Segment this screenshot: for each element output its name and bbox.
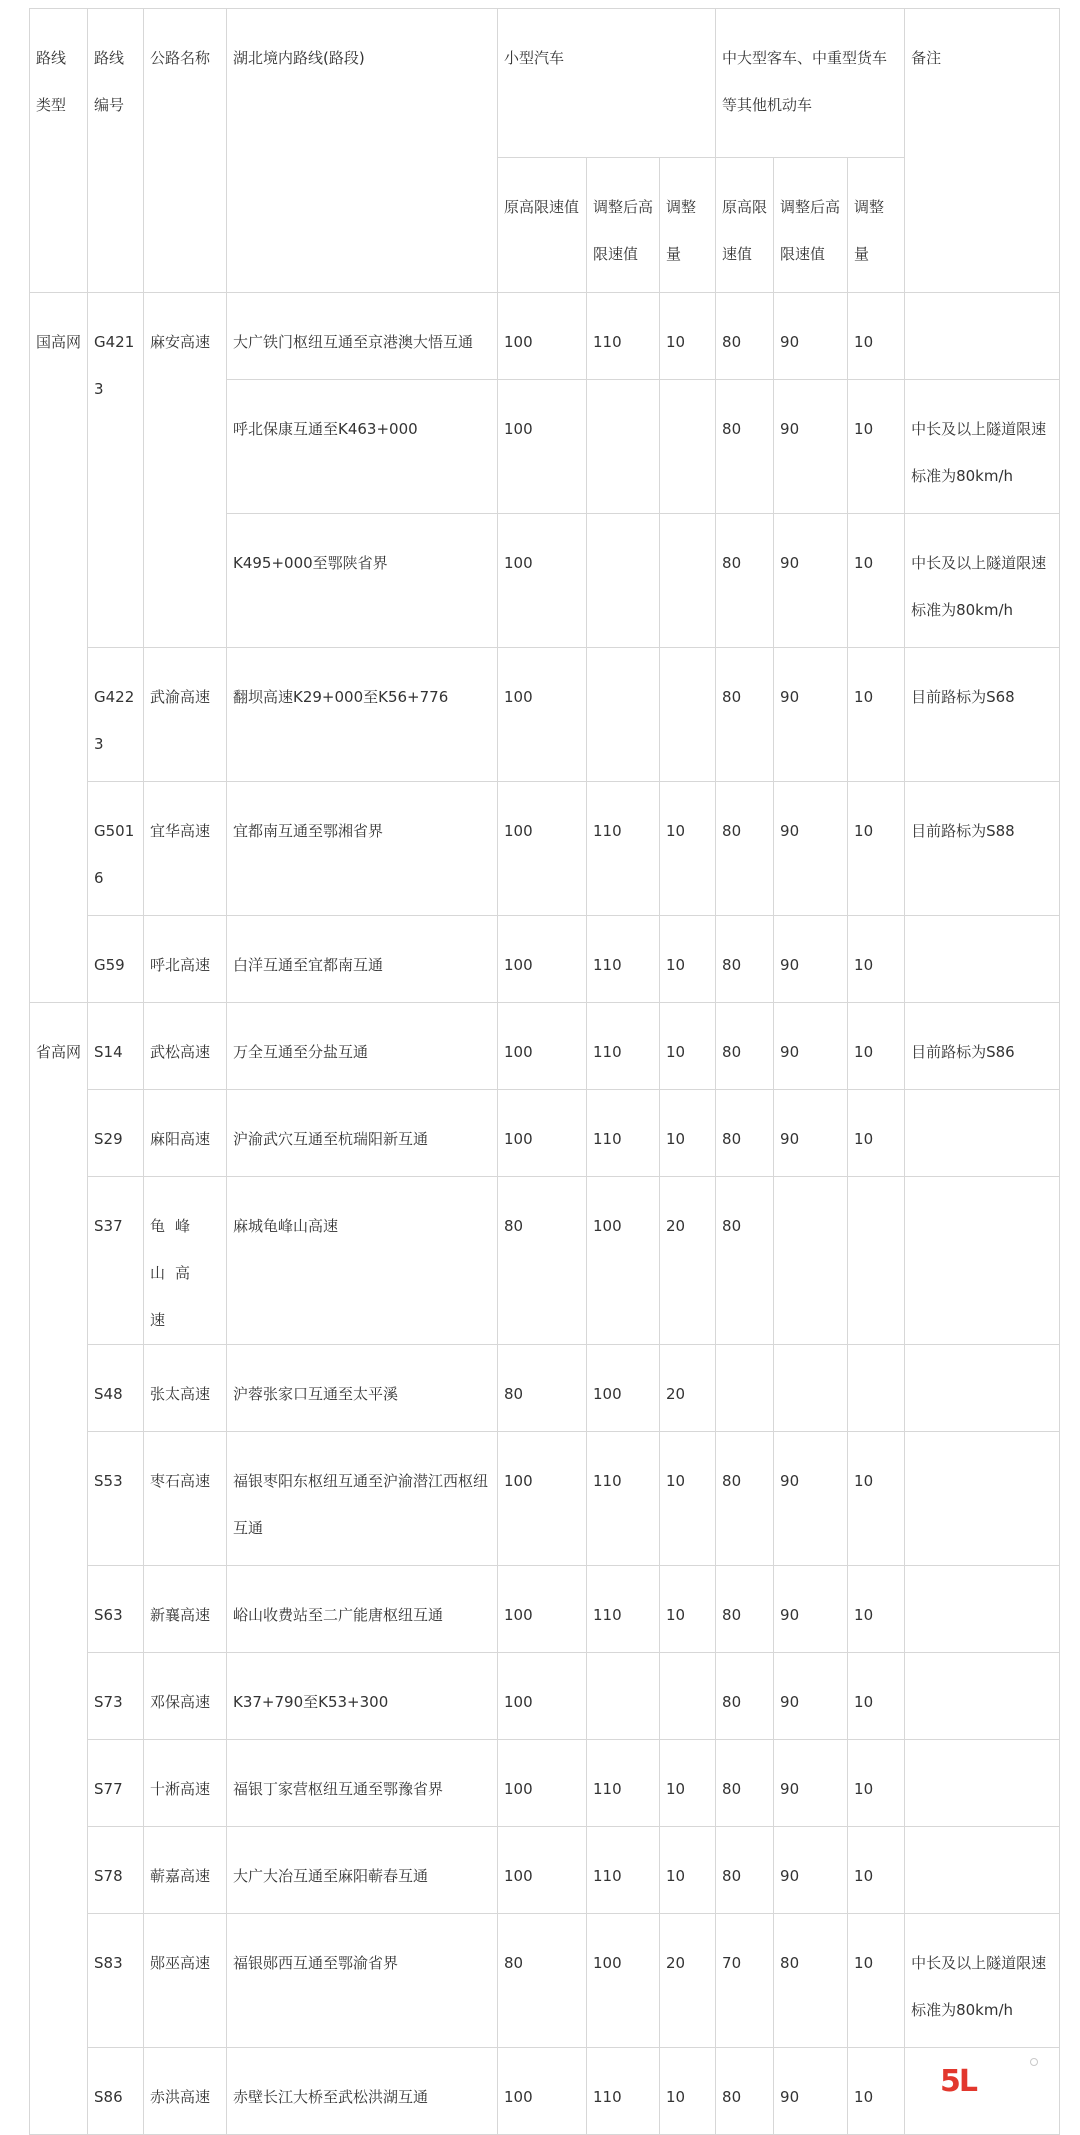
header-big-adj: 调整量 [848, 158, 905, 293]
section-cell: 沪蓉张家口互通至太平溪 [227, 1345, 498, 1432]
big-orig-cell: 80 [716, 1827, 774, 1914]
car-new-cell: 110 [587, 1090, 660, 1177]
big-adj-cell: 10 [848, 916, 905, 1003]
big-adj-cell: 10 [848, 1432, 905, 1566]
table-row [30, 1345, 1060, 1432]
big-adj-cell: 10 [848, 1566, 905, 1653]
big-new-cell: 90 [774, 514, 848, 648]
route-code-cell: S37 [88, 1177, 144, 1345]
big-adj-cell: 10 [848, 293, 905, 380]
watermark-logo [930, 2050, 1050, 2120]
route-code-cell: G4213 [88, 293, 144, 648]
big-new-cell: 90 [774, 1740, 848, 1827]
header-car-orig: 原高限速值 [498, 158, 587, 293]
big-adj-cell: 10 [848, 1740, 905, 1827]
big-orig-cell: 80 [716, 514, 774, 648]
car-new-cell: 110 [587, 2048, 660, 2135]
section-cell: 大广铁门枢纽互通至京港澳大悟互通 [227, 293, 498, 380]
group-national: 国高网 [30, 293, 88, 1003]
car-new-cell: 110 [587, 1003, 660, 1090]
car-adj-cell: 10 [660, 1740, 716, 1827]
car-new-cell [587, 380, 660, 514]
section-cell: K37+790至K53+300 [227, 1653, 498, 1740]
note-cell [905, 1827, 1060, 1914]
car-orig-cell: 100 [498, 2048, 587, 2135]
big-orig-cell: 70 [716, 1914, 774, 2048]
section-cell: 麻城龟峰山高速 [227, 1177, 498, 1345]
big-orig-cell: 80 [716, 782, 774, 916]
road-name-cell: 十淅高速 [144, 1740, 227, 1827]
section-cell: 赤壁长江大桥至武松洪湖互通 [227, 2048, 498, 2135]
big-adj-cell: 10 [848, 2048, 905, 2135]
car-adj-cell [660, 648, 716, 782]
speed-limit-table [29, 8, 1060, 2135]
big-adj-cell: 10 [848, 1003, 905, 1090]
road-name-cell: 武松高速 [144, 1003, 227, 1090]
route-code-cell: S63 [88, 1566, 144, 1653]
big-new-cell: 90 [774, 1566, 848, 1653]
car-adj-cell: 10 [660, 1090, 716, 1177]
table-row [30, 916, 1060, 1003]
big-new-cell: 90 [774, 380, 848, 514]
car-new-cell: 110 [587, 916, 660, 1003]
car-orig-cell: 100 [498, 1003, 587, 1090]
note-cell [905, 1432, 1060, 1566]
car-adj-cell [660, 514, 716, 648]
big-adj-cell: 10 [848, 1653, 905, 1740]
table-row [30, 782, 1060, 916]
table-row [30, 1090, 1060, 1177]
car-adj-cell: 10 [660, 2048, 716, 2135]
note-cell [905, 1566, 1060, 1653]
section-cell: 万全互通至分盐互通 [227, 1003, 498, 1090]
car-orig-cell: 100 [498, 782, 587, 916]
note-cell [905, 293, 1060, 380]
car-orig-cell: 100 [498, 1740, 587, 1827]
header-route-type-line1: 路线 [36, 49, 67, 67]
big-orig-cell: 80 [716, 1003, 774, 1090]
note-cell: 目前路标为S88 [905, 782, 1060, 916]
car-orig-cell: 100 [498, 380, 587, 514]
table-row [30, 1740, 1060, 1827]
road-name-cell: 呼北高速 [144, 916, 227, 1003]
car-adj-cell [660, 1653, 716, 1740]
section-cell: 宜都南互通至鄂湘省界 [227, 782, 498, 916]
big-orig-cell [716, 1345, 774, 1432]
car-new-cell [587, 514, 660, 648]
road-name-cell: 龟峰山高速 [144, 1177, 227, 1345]
header-big-orig: 原高限速值 [716, 158, 774, 293]
car-adj-cell: 10 [660, 916, 716, 1003]
car-orig-cell: 100 [498, 916, 587, 1003]
big-new-cell [774, 1177, 848, 1345]
road-name-cell: 邓保高速 [144, 1653, 227, 1740]
car-orig-cell: 80 [498, 1914, 587, 2048]
big-new-cell: 80 [774, 1914, 848, 2048]
big-new-cell: 90 [774, 1653, 848, 1740]
car-new-cell: 100 [587, 1914, 660, 2048]
table-body [30, 9, 1060, 2135]
road-name-cell: 枣石高速 [144, 1432, 227, 1566]
header-big-new: 调整后高限速值 [774, 158, 848, 293]
header-road-name: 公路名称 [144, 9, 227, 293]
section-cell: 翻坝高速K29+000至K56+776 [227, 648, 498, 782]
car-adj-cell: 10 [660, 1432, 716, 1566]
car-adj-cell: 10 [660, 1003, 716, 1090]
header-car-new: 调整后高限速值 [587, 158, 660, 293]
table-row [30, 1566, 1060, 1653]
section-cell: 呼北保康互通至K463+000 [227, 380, 498, 514]
big-adj-cell: 10 [848, 1090, 905, 1177]
table-row [30, 1653, 1060, 1740]
watermark-dot [1030, 2058, 1038, 2066]
car-adj-cell: 20 [660, 1177, 716, 1345]
big-adj-cell: 10 [848, 782, 905, 916]
note-cell [905, 1653, 1060, 1740]
car-adj-cell: 10 [660, 782, 716, 916]
note-cell: 中长及以上隧道限速标准为80km/h [905, 380, 1060, 514]
big-new-cell: 90 [774, 293, 848, 380]
big-orig-cell: 80 [716, 380, 774, 514]
car-orig-cell: 100 [498, 1653, 587, 1740]
road-name-cell: 新襄高速 [144, 1566, 227, 1653]
route-code-cell: S78 [88, 1827, 144, 1914]
header-section: 湖北境内路线(路段) [227, 9, 498, 293]
section-cell: K495+000至鄂陕省界 [227, 514, 498, 648]
big-orig-cell: 80 [716, 293, 774, 380]
header-route-type-line2: 类型 [36, 96, 67, 114]
header-note: 备注 [905, 9, 1060, 293]
big-adj-cell [848, 1177, 905, 1345]
header-large-vehicle: 中大型客车、中重型货车等其他机动车 [716, 9, 905, 158]
route-code-cell: S86 [88, 2048, 144, 2135]
route-code-cell: S29 [88, 1090, 144, 1177]
table-row [30, 1177, 1060, 1345]
watermark-logo-text: 5L [940, 2064, 976, 2099]
big-adj-cell: 10 [848, 514, 905, 648]
group-provincial: 省高网 [30, 1003, 88, 2135]
big-new-cell: 90 [774, 648, 848, 782]
route-code-cell: G4223 [88, 648, 144, 782]
route-code-cell: G5016 [88, 782, 144, 916]
car-new-cell: 100 [587, 1345, 660, 1432]
road-name-cell: 麻安高速 [144, 293, 227, 648]
big-orig-cell: 80 [716, 1090, 774, 1177]
big-orig-cell: 80 [716, 1653, 774, 1740]
big-adj-cell [848, 1345, 905, 1432]
section-cell: 福银丁家营枢纽互通至鄂豫省界 [227, 1740, 498, 1827]
header-route-no-line1: 路线 [94, 49, 125, 67]
car-orig-cell: 100 [498, 1090, 587, 1177]
car-orig-cell: 80 [498, 1177, 587, 1345]
car-new-cell: 110 [587, 1566, 660, 1653]
big-new-cell: 90 [774, 1090, 848, 1177]
table-row [30, 1827, 1060, 1914]
big-adj-cell: 10 [848, 1914, 905, 2048]
table-row [30, 1914, 1060, 2048]
car-orig-cell: 100 [498, 1827, 587, 1914]
car-new-cell [587, 648, 660, 782]
route-code-cell: S14 [88, 1003, 144, 1090]
car-adj-cell: 20 [660, 1914, 716, 2048]
route-code-cell: G59 [88, 916, 144, 1003]
road-name-cell: 宜华高速 [144, 782, 227, 916]
note-cell [905, 1740, 1060, 1827]
big-orig-cell: 80 [716, 1177, 774, 1345]
big-new-cell: 90 [774, 1827, 848, 1914]
car-new-cell: 110 [587, 293, 660, 380]
big-orig-cell: 80 [716, 916, 774, 1003]
big-new-cell: 90 [774, 1003, 848, 1090]
road-name-cell: 张太高速 [144, 1345, 227, 1432]
note-cell: 中长及以上隧道限速标准为80km/h [905, 514, 1060, 648]
route-code-cell: S73 [88, 1653, 144, 1740]
car-adj-cell: 20 [660, 1345, 716, 1432]
car-adj-cell: 10 [660, 1566, 716, 1653]
big-adj-cell: 10 [848, 1827, 905, 1914]
note-cell: 目前路标为S86 [905, 1003, 1060, 1090]
car-orig-cell: 100 [498, 1432, 587, 1566]
road-name-cell: 武渝高速 [144, 648, 227, 782]
car-adj-cell [660, 380, 716, 514]
big-orig-cell: 80 [716, 1432, 774, 1566]
big-orig-cell: 80 [716, 1740, 774, 1827]
car-adj-cell: 10 [660, 293, 716, 380]
route-code-cell: S48 [88, 1345, 144, 1432]
section-cell: 峪山收费站至二广能唐枢纽互通 [227, 1566, 498, 1653]
header-small-car: 小型汽车 [498, 9, 716, 158]
table-row [30, 1003, 1060, 1090]
section-cell: 福银枣阳东枢纽互通至沪渝潜江西枢纽互通 [227, 1432, 498, 1566]
car-new-cell [587, 1653, 660, 1740]
car-new-cell: 110 [587, 1432, 660, 1566]
header-route-no [88, 9, 144, 293]
car-orig-cell: 100 [498, 514, 587, 648]
section-cell: 大广大冶互通至麻阳蕲春互通 [227, 1827, 498, 1914]
section-cell: 福银郧西互通至鄂渝省界 [227, 1914, 498, 2048]
big-new-cell [774, 1345, 848, 1432]
section-cell: 沪渝武穴互通至杭瑞阳新互通 [227, 1090, 498, 1177]
note-cell [905, 916, 1060, 1003]
big-adj-cell: 10 [848, 648, 905, 782]
car-new-cell: 110 [587, 1827, 660, 1914]
table-row [30, 293, 1060, 380]
header-route-type [30, 9, 88, 293]
big-orig-cell: 80 [716, 1566, 774, 1653]
note-cell [905, 1090, 1060, 1177]
big-new-cell: 90 [774, 782, 848, 916]
header-row-1 [30, 9, 1060, 158]
car-new-cell: 110 [587, 1740, 660, 1827]
route-code-cell: S83 [88, 1914, 144, 2048]
road-name-cell: 麻阳高速 [144, 1090, 227, 1177]
car-orig-cell: 80 [498, 1345, 587, 1432]
car-orig-cell: 100 [498, 648, 587, 782]
car-new-cell: 110 [587, 782, 660, 916]
big-new-cell: 90 [774, 1432, 848, 1566]
car-orig-cell: 100 [498, 1566, 587, 1653]
big-adj-cell: 10 [848, 380, 905, 514]
note-cell [905, 1345, 1060, 1432]
big-new-cell: 90 [774, 916, 848, 1003]
note-cell [905, 1177, 1060, 1345]
header-route-no-line2: 编号 [94, 96, 125, 114]
car-orig-cell: 100 [498, 293, 587, 380]
road-name-cell: 郧巫高速 [144, 1914, 227, 2048]
big-orig-cell: 80 [716, 648, 774, 782]
note-cell: 中长及以上隧道限速标准为80km/h [905, 1914, 1060, 2048]
note-cell: 目前路标为S68 [905, 648, 1060, 782]
big-new-cell: 90 [774, 2048, 848, 2135]
section-cell: 白洋互通至宜都南互通 [227, 916, 498, 1003]
table-row [30, 2048, 1060, 2135]
header-car-adj: 调整量 [660, 158, 716, 293]
route-code-cell: S77 [88, 1740, 144, 1827]
car-adj-cell: 10 [660, 1827, 716, 1914]
route-code-cell: S53 [88, 1432, 144, 1566]
big-orig-cell: 80 [716, 2048, 774, 2135]
road-name-cell: 蕲嘉高速 [144, 1827, 227, 1914]
table-row [30, 1432, 1060, 1566]
road-name-cell: 赤洪高速 [144, 2048, 227, 2135]
table-row [30, 648, 1060, 782]
car-new-cell: 100 [587, 1177, 660, 1345]
